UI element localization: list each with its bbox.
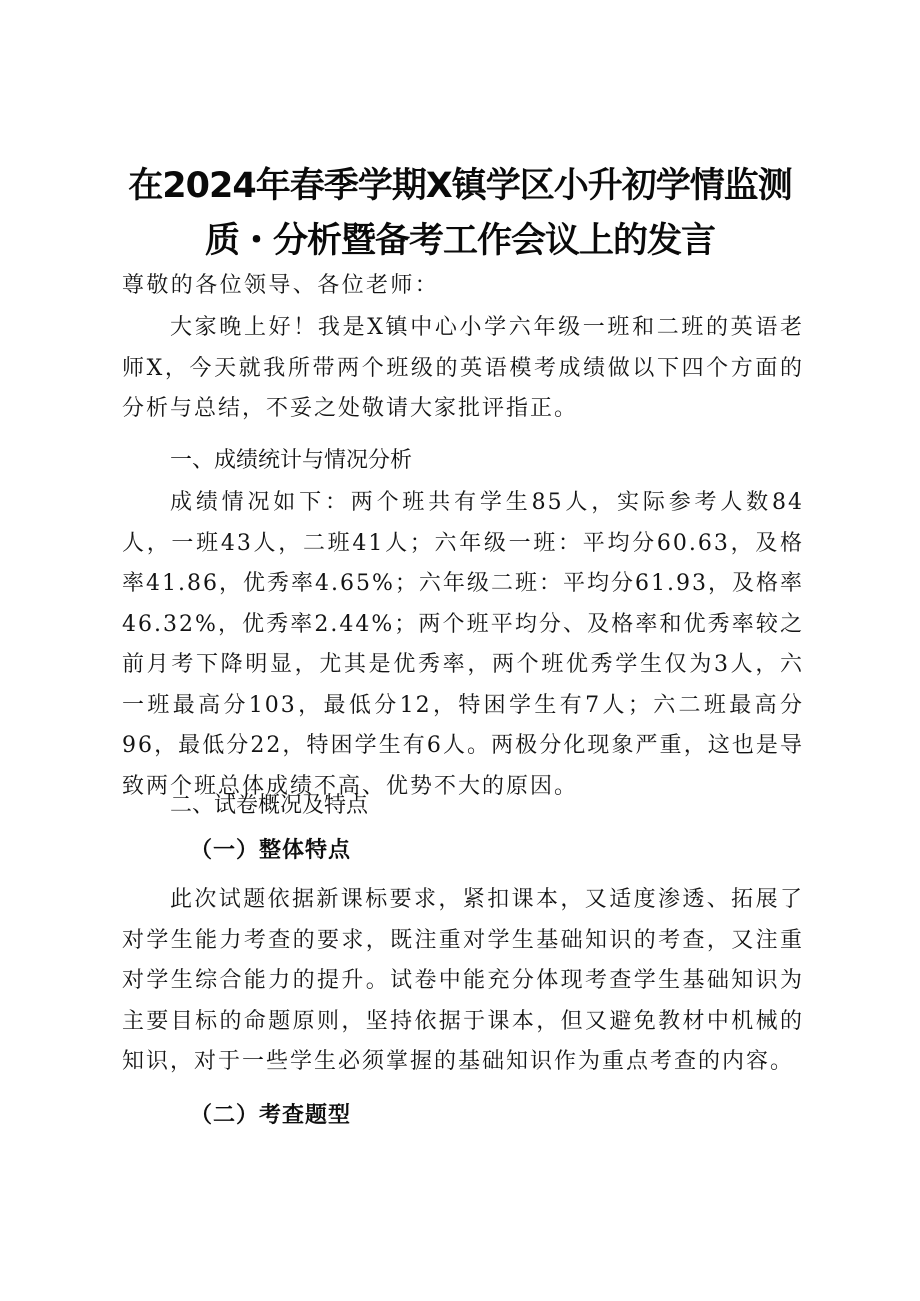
subheading-question-types: （二）考查题型 [190,1103,352,1128]
intro-paragraph: 大家晚上好！我是X镇中心小学六年级一班和二班的英语老师X，今天就我所带两个班级的英语模考成绩做以下四个方面的分析与总结，不妥之处敬请大家批评指正。 [122,315,804,421]
score-statistics-paragraph: 成绩情况如下：两个班共有学生85人，实际参考人数84人，一班43人，二班41人；六年级一班：平均分60.63，及格率41.86，优秀率4.65%；六年级二班：平均分61.93，及格率46.32%，优秀率2.44%；两个班平均分、及格率和优秀率较之前月考下降明显，尤其是优秀率，两个班优秀学生仅为3人，六一班最高分103，最低分12，特困学生有7人；六二班最高分96，最低分22，特困学生有6人。两极分化现象严重，这也是导致两个班总体成绩不高、优势不大的原因。 [122,490,804,799]
document-title-line-2: 质・分析暨备考工作会议上的发言 [204,221,715,261]
document-title-line-1: 在2024年春季学期X镇学区小升初学情监测 [128,166,792,206]
section-heading-exam-overview: 二、试卷概况及特点 [170,793,369,818]
section-heading-score-analysis: 一、成绩统计与情况分析 [170,448,413,473]
salutation: 尊敬的各位领导、各位老师： [122,273,440,298]
subheading-overall-features: （一）整体特点 [190,838,352,863]
overall-features-paragraph: 此次试题依据新课标要求，紧扣课本，又适度渗透、拓展了对学生能力考查的要求，既注重对学生基础知识的考查，又注重对学生综合能力的提升。试卷中能充分体现考查学生基础知识为主要目标的命题原则，坚持依据于课本，但又避免教材中机械的知识，对于一些学生必须掌握的基础知识作为重点考查的内容。 [122,887,804,1074]
